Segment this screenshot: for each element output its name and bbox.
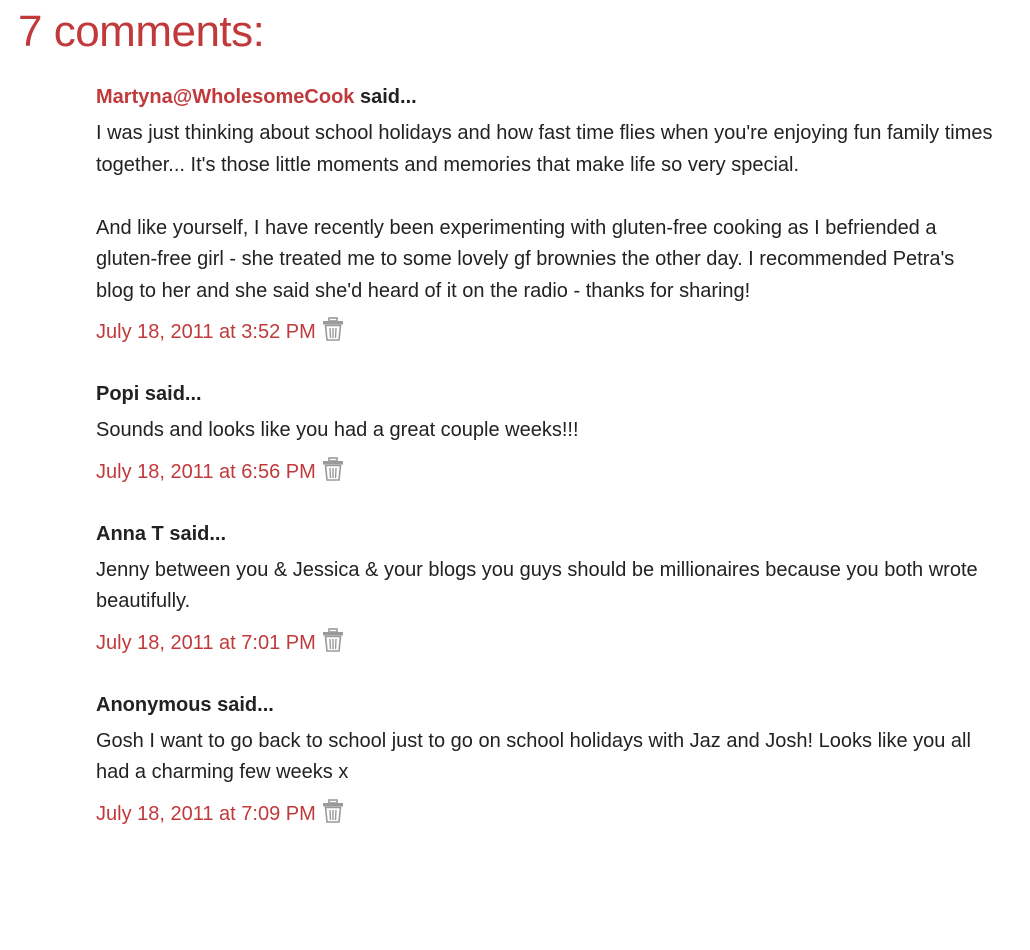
comment [96, 690, 996, 829]
comment-author-line [96, 519, 996, 549]
comment-footer [96, 799, 996, 829]
trash-icon-graphic [322, 457, 344, 481]
comment-timestamp-link[interactable]: July 18, 2011 at 6:56 PM [96, 460, 316, 483]
comment-author: Anonymous [96, 693, 212, 716]
trash-icon[interactable] [322, 457, 344, 481]
comment-footer [96, 628, 996, 658]
comment-author: Popi [96, 383, 140, 405]
comment-author-link[interactable]: Martyna@WholesomeCook [96, 86, 355, 108]
comment-timestamp-link[interactable]: July 18, 2011 at 3:52 PM [96, 321, 316, 343]
comment-author: Anna T [96, 522, 164, 545]
comment-list [96, 82, 996, 861]
said-label: said... [354, 86, 417, 108]
trash-icon-graphic [322, 799, 344, 823]
comment-timestamp-link[interactable]: July 18, 2011 at 7:09 PM [96, 802, 316, 825]
comment-footer [96, 317, 996, 347]
comment-body: Jenny between you & Jessica & your blogs you guys should be millionaires because you both wrote beautifully. [96, 558, 978, 612]
comment-body: I was just thinking about school holidays and how fast time flies when you're enjoying fun family times together... It's those little moments and memories that make life so very special. And like yourself, I have recently been experimenting with gluten-free cooking as I befriended a gluten-free girl - she treated me to some lovely gf brownies the other day. I recommended Petra's blog to her and she said she'd heard of it on the radio - thanks for sharing! [96, 122, 993, 302]
trash-icon-graphic [322, 628, 344, 652]
comments-heading: 7 comments: [18, 7, 265, 56]
trash-icon[interactable] [322, 628, 344, 652]
said-label: said... [211, 693, 274, 716]
comment-author-line [96, 379, 996, 409]
said-label: said... [139, 383, 202, 405]
comment-body: Gosh I want to go back to school just to go on school holidays with Jaz and Josh! Looks like you all had a charming few weeks x [96, 729, 971, 783]
trash-icon[interactable] [322, 317, 344, 341]
comment [96, 519, 996, 658]
comment-footer [96, 457, 996, 487]
comment-timestamp-link[interactable]: July 18, 2011 at 7:01 PM [96, 631, 316, 654]
trash-icon-graphic [322, 317, 344, 341]
trash-icon[interactable] [322, 799, 344, 823]
comment-author-line [96, 82, 996, 112]
comment-author-line [96, 690, 996, 720]
comment [96, 82, 996, 347]
comment-body: Sounds and looks like you had a great couple weeks!!! [96, 419, 579, 441]
said-label: said... [163, 522, 227, 545]
comment [96, 379, 996, 487]
